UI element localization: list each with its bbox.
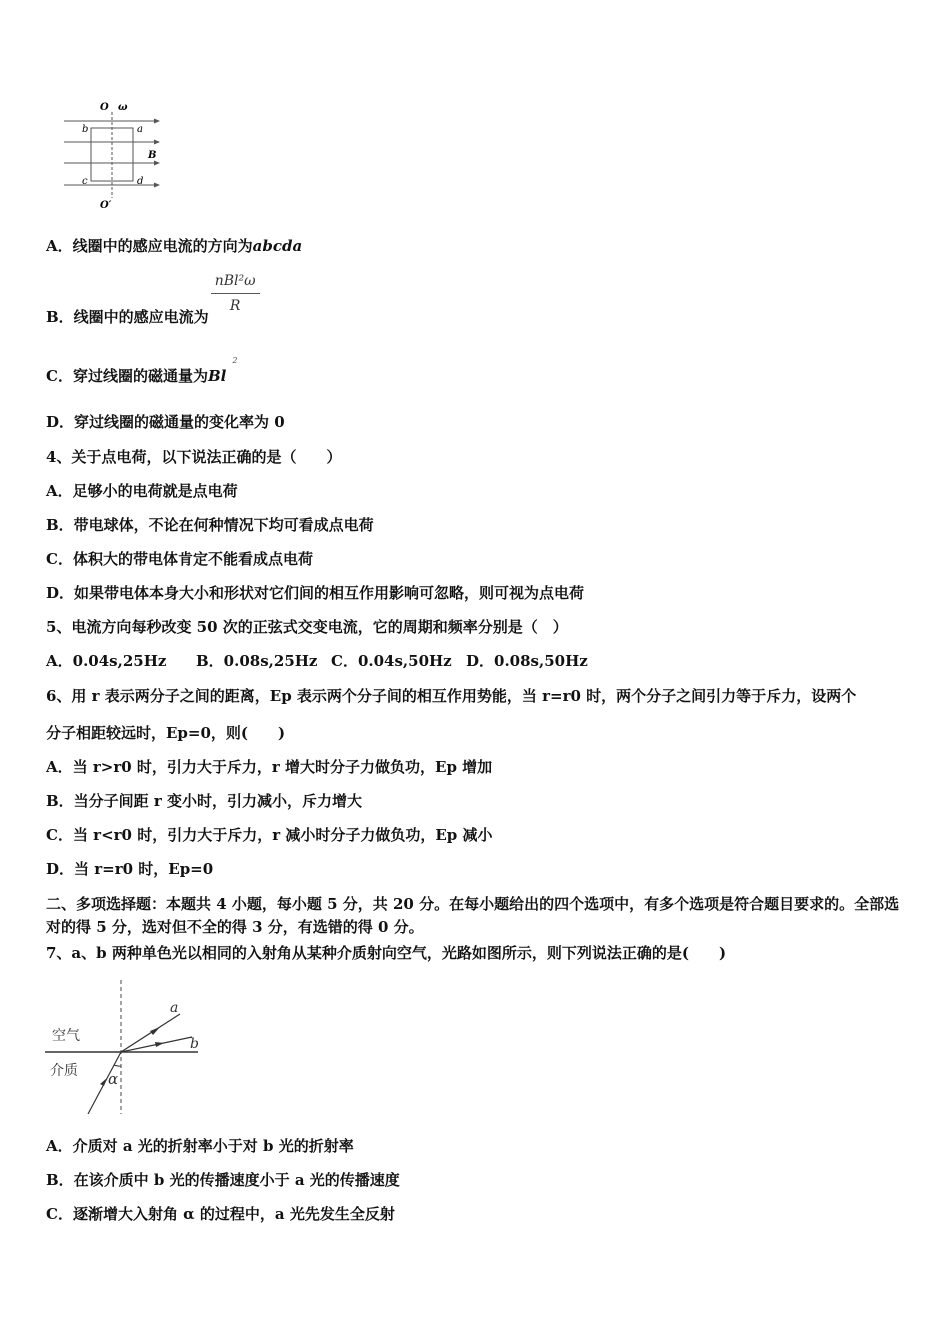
- label-ray-b: b: [190, 1036, 199, 1052]
- label-air: 空气: [52, 1028, 80, 1044]
- q7-stem: 7、a、b 两种单色光以相同的入射角从某种介质射向空气，光路如图所示，则下列说法正确的是( ): [46, 944, 727, 962]
- label-alpha: α: [108, 1070, 119, 1088]
- q3-option-b: B．线圈中的感应电流为 $\frac{\text{nBl²ω}}{R}$: [46, 273, 260, 323]
- label-omega: ω: [118, 102, 128, 113]
- q6-option-b: B．当分子间距 r 变小时，引力减小，斥力增大: [46, 792, 363, 810]
- q3-option-c: C．穿过线圈的磁通量为Bl$^2$: [46, 356, 238, 385]
- q5-option-c: C．0.04s,50Hz: [331, 652, 452, 670]
- q4-option-d: D．如果带电体本身大小和形状对它们间的相互作用影响可忽略，则可视为点电荷: [46, 584, 585, 602]
- q6-option-c: C．当 r<r0 时，引力大于斥力，r 减小时分子力做负功，Ep 减小: [46, 826, 493, 844]
- q7-option-b: B．在该介质中 b 光的传播速度小于 a 光的传播速度: [46, 1171, 400, 1189]
- q4-option-b: B．带电球体，不论在何种情况下均可看成点电荷: [46, 516, 374, 534]
- coil-field-diagram: [60, 98, 170, 210]
- label-o-top: O: [100, 102, 109, 113]
- q4-option-a: A．足够小的电荷就是点电荷: [46, 482, 238, 500]
- q6-option-d: D．当 r=r0 时，Ep=0: [46, 860, 214, 878]
- label-a: a: [137, 124, 143, 135]
- q5-option-d: D．0.08s,50Hz: [466, 652, 588, 670]
- q7-option-a: A．介质对 a 光的折射率小于对 b 光的折射率: [46, 1137, 354, 1155]
- q5-stem: 5、电流方向每秒改变 50 次的正弦式交变电流，它的周期和频率分别是（ ）: [46, 618, 568, 636]
- q3-option-d: D．穿过线圈的磁通量的变化率为 0: [46, 413, 285, 431]
- q5-option-b: B．0.08s,25Hz: [196, 652, 318, 670]
- label-c: c: [82, 176, 88, 187]
- fraction: $\frac{\text{nBl²ω}}{R}$: [211, 271, 260, 316]
- section2-heading: 二、多项选择题：本题共 4 小题，每小题 5 分，共 20 分。在每小题给出的四个选项中，有多个选项是符合题目要求的。全部选对的得 5 分，选对但不全的得 3 分，有选错的得 0 分。: [46, 895, 900, 936]
- q6-option-a: A．当 r>r0 时，引力大于斥力，r 增大时分子力做负功，Ep 增加: [46, 758, 493, 776]
- label-medium: 介质: [50, 1063, 78, 1079]
- label-o-bottom: O′: [100, 200, 112, 210]
- q7-option-c: C．逐渐增大入射角 α 的过程中，a 光先发生全反射: [46, 1205, 395, 1223]
- q4-option-c: C．体积大的带电体肯定不能看成点电荷: [46, 550, 313, 568]
- refraction-diagram: [40, 978, 210, 1118]
- q6-stem-line2: 分子相距较远时，Ep=0，则( ): [46, 724, 286, 742]
- q6-stem-line1: 6、用 r 表示两分子之间的距离，Ep 表示两个分子间的相互作用势能，当 r=r0 时，两个分子之间引力等于斥力，设两个: [46, 687, 857, 705]
- label-field-b: B: [148, 150, 157, 161]
- q3-option-a: A．线圈中的感应电流的方向为abcda: [46, 237, 303, 255]
- label-ray-a: a: [170, 1000, 179, 1016]
- q5-options: [46, 651, 588, 671]
- q4-stem: 4、关于点电荷，以下说法正确的是（ ）: [46, 448, 342, 466]
- q5-option-a: A．0.04s,25Hz: [46, 652, 167, 670]
- label-b: b: [82, 124, 89, 135]
- label-d: d: [137, 176, 144, 187]
